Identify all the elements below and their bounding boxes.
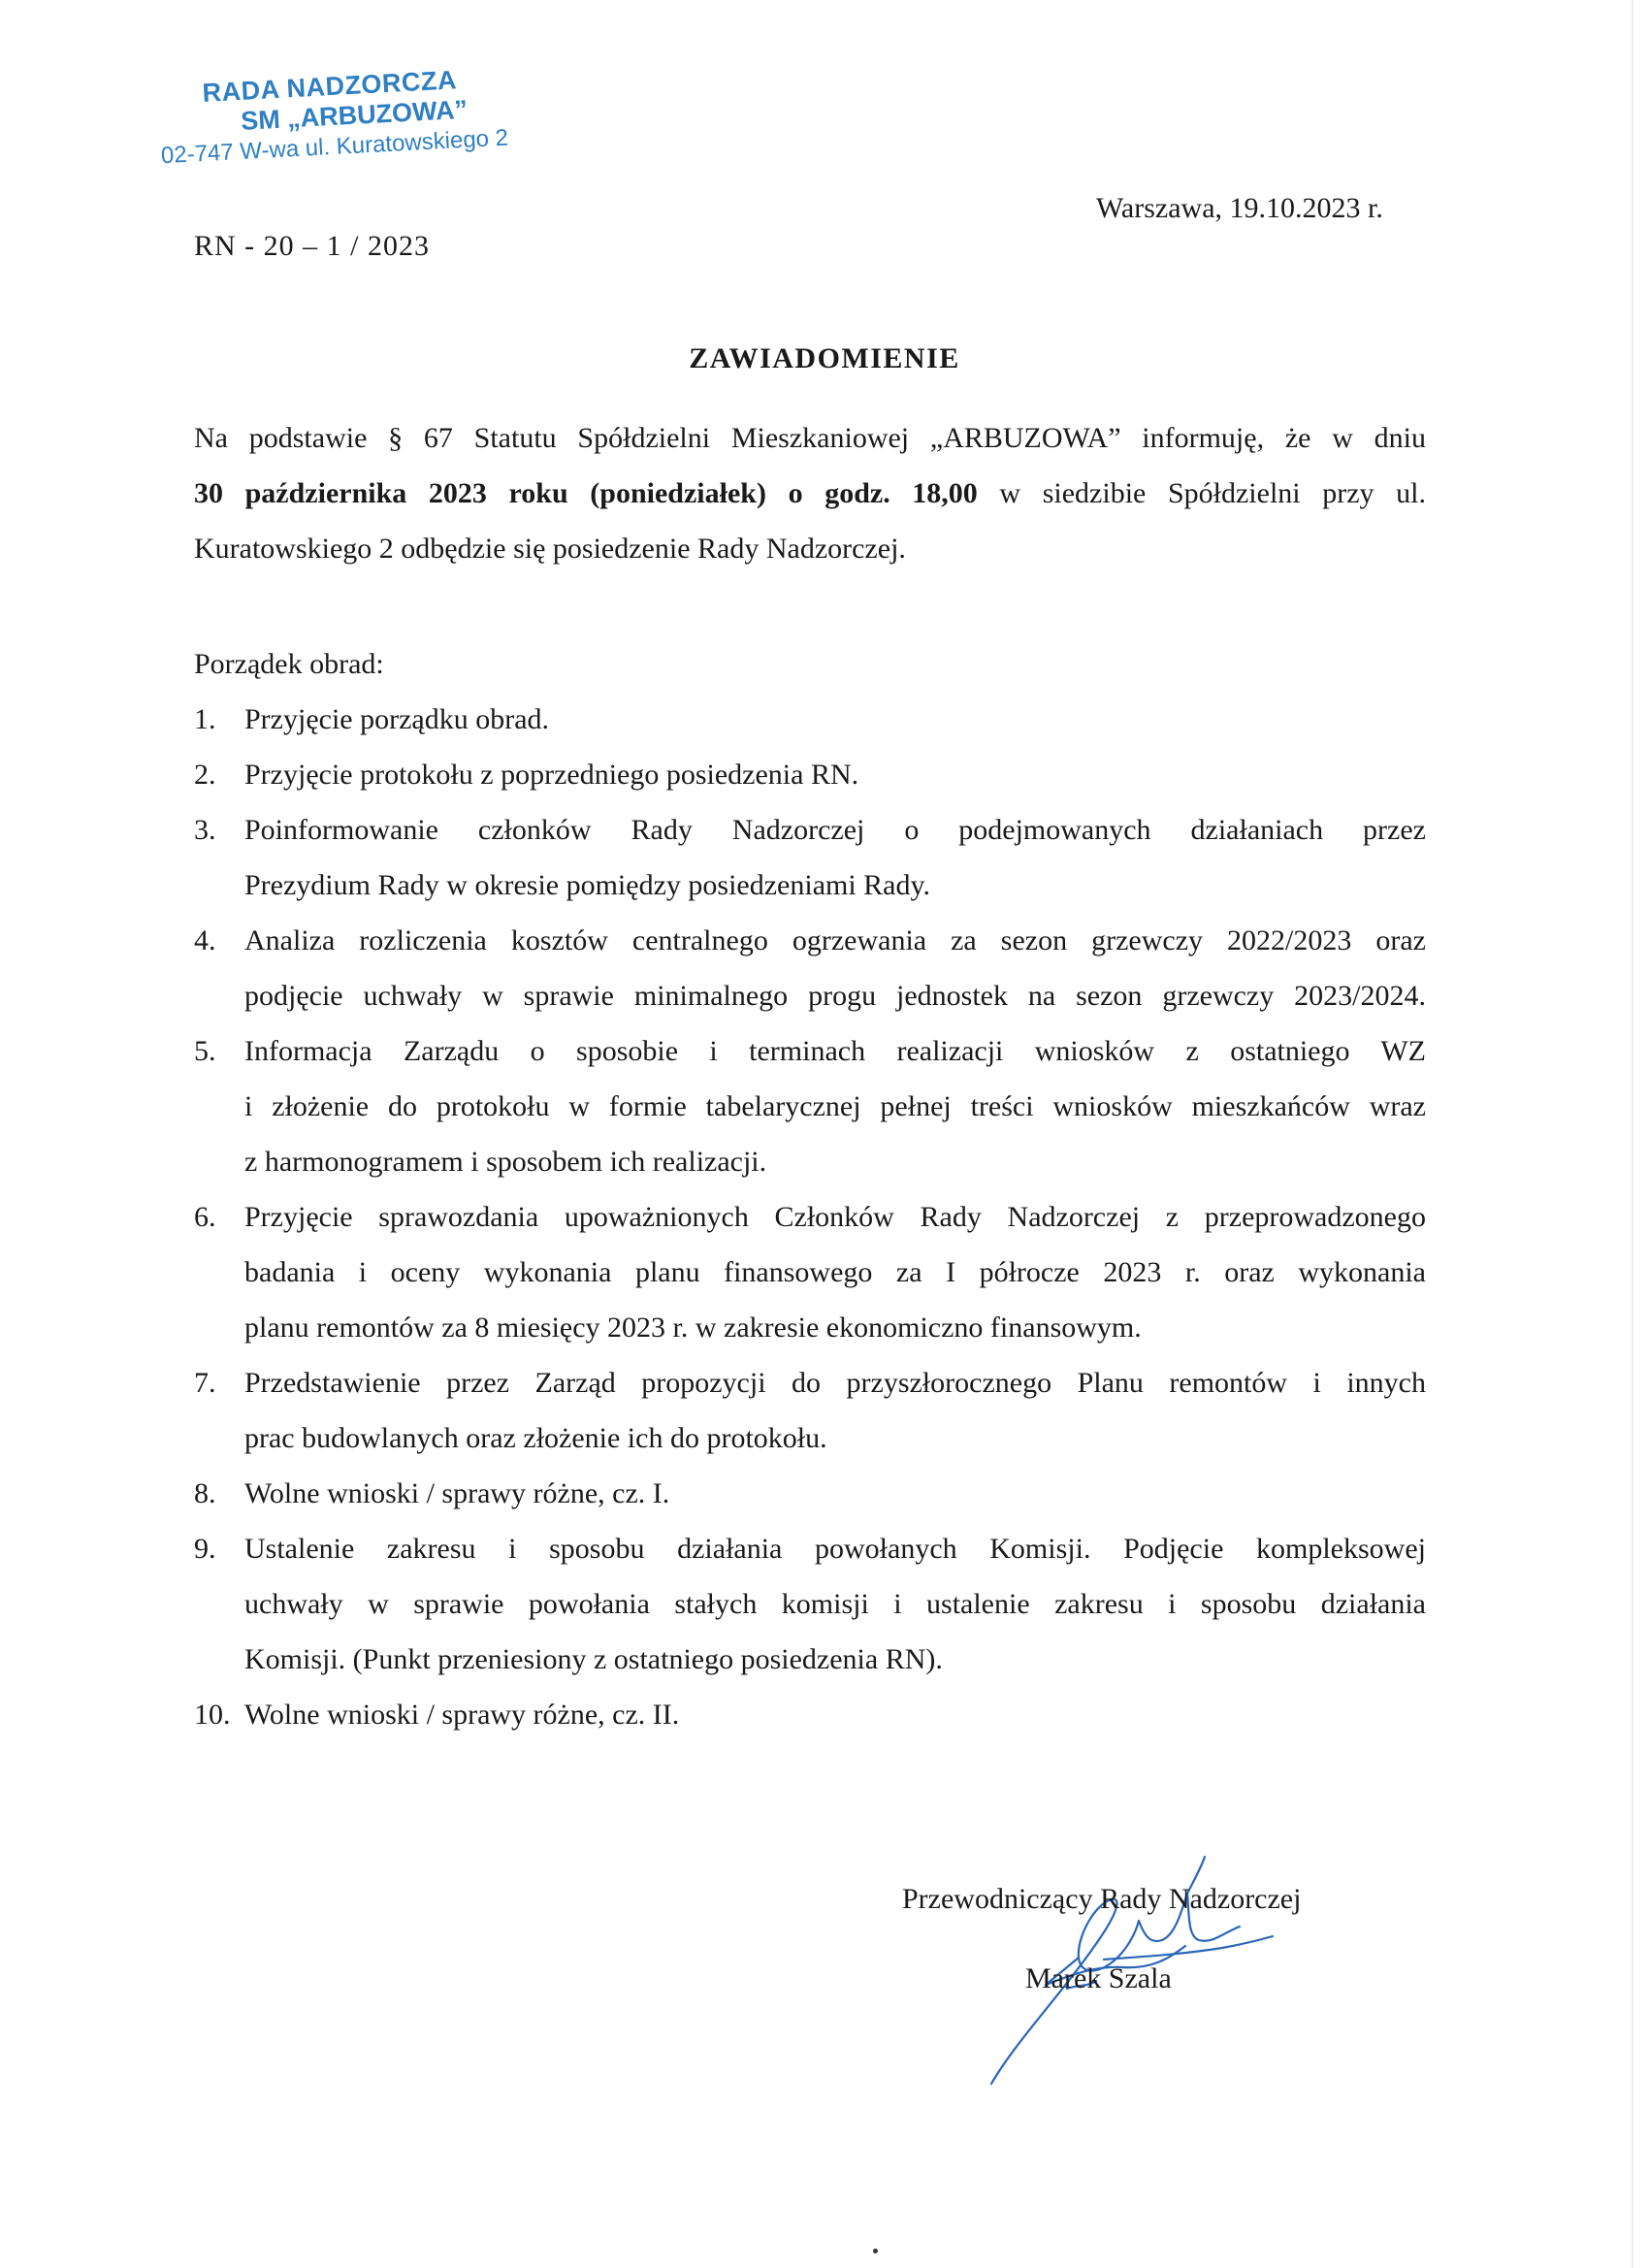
agenda-item-line: podjęcie uchwały w sprawie minimalnego progu jednostek na sezon grzewczy 2023/2024. xyxy=(244,980,1426,1012)
agenda-item-line: Prezydium Rady w okresie pomiędzy posiedzeniami Rady. xyxy=(244,869,931,901)
agenda-item-number: 4. xyxy=(194,924,216,956)
agenda-item-line: i złożenie do protokołu w formie tabelarycznej pełnej treści wniosków mieszkańców wraz xyxy=(244,1090,1426,1122)
scan-speck xyxy=(873,2249,878,2253)
agenda-item-line: Przyjęcie sprawozdania upoważnionych Członków Rady Nadzorczej z przeprowadzonego xyxy=(244,1201,1426,1233)
agenda-item-line: planu remontów za 8 miesięcy 2023 r. w zakresie ekonomiczno finansowym. xyxy=(244,1312,1142,1344)
organization-stamp xyxy=(146,62,528,172)
agenda-item-number: 5. xyxy=(194,1035,216,1067)
signatory-title: Przewodniczący Rady Nadzorczej xyxy=(902,1883,1302,1915)
agenda-item-line: Przedstawienie przez Zarząd propozycji do przyszłorocznego Planu remontów i innych xyxy=(244,1367,1426,1399)
agenda-item-line: Ustalenie zakresu i sposobu działania powołanych Komisji. Podjęcie kompleksowej xyxy=(244,1533,1426,1565)
intro-paragraph xyxy=(194,410,1426,576)
stamp-line-2: SM „ARBUZOWA” xyxy=(240,94,469,136)
agenda-item-number: 8. xyxy=(194,1477,216,1509)
stamp-line-3: 02-747 W-wa ul. Kuratowskiego 2 xyxy=(160,124,509,170)
agenda-item-number: 10. xyxy=(194,1699,231,1731)
agenda-item-line: Przyjęcie protokołu z poprzedniego posiedzenia RN. xyxy=(244,759,859,791)
agenda-item xyxy=(194,1687,1426,1742)
agenda-item-line: badania i oceny wykonania planu finansowego za I półrocze 2023 r. oraz wykonania xyxy=(244,1256,1426,1288)
meeting-datetime: 30 października 2023 roku (poniedziałek) o godz. 18,00 xyxy=(194,477,978,509)
document-date: Warszawa, 19.10.2023 r. xyxy=(1096,192,1383,224)
intro-line: Na podstawie § 67 Statutu Spółdzielni Mieszkaniowej „ARBUZOWA” informuję, że w dniu xyxy=(194,422,1426,454)
agenda-item-number: 7. xyxy=(194,1367,216,1399)
agenda-item xyxy=(194,1466,1426,1521)
agenda-heading: Porządek obrad: xyxy=(194,648,384,680)
agenda-item xyxy=(194,1521,1426,1687)
agenda-item-line: Informacja Zarządu o sposobie i terminach realizacji wniosków z ostatniego WZ xyxy=(244,1035,1426,1067)
agenda-item-line: Analiza rozliczenia kosztów centralnego ogrzewania za sezon grzewczy 2022/2023 oraz xyxy=(244,924,1426,956)
agenda-item-number: 3. xyxy=(194,814,216,846)
agenda-item xyxy=(194,1023,1426,1189)
agenda-item xyxy=(194,692,1426,747)
agenda-item-line: prac budowlanych oraz złożenie ich do protokołu. xyxy=(244,1422,827,1454)
agenda-item-line: z harmonogramem i sposobem ich realizacji. xyxy=(244,1146,767,1178)
agenda-item-number: 2. xyxy=(194,759,216,791)
agenda-item-line: uchwały w sprawie powołania stałych komisji i ustalenie zakresu i sposobu działania xyxy=(244,1588,1426,1620)
stamp-line-1: RADA NADZORCZA xyxy=(201,65,458,108)
signatory-name: Marek Szala xyxy=(1025,1962,1172,1994)
intro-line: Kuratowskiego 2 odbędzie się posiedzenie Rady Nadzorczej. xyxy=(194,533,906,565)
document-title: ZAWIADOMIENIE xyxy=(689,342,960,374)
agenda-item-line: Wolne wnioski / sprawy różne, cz. I. xyxy=(244,1477,670,1509)
agenda-item xyxy=(194,1355,1426,1466)
reference-number: RN - 20 – 1 / 2023 xyxy=(194,230,430,262)
agenda-item-line: Komisji. (Punkt przeniesiony z ostatniego posiedzenia RN). xyxy=(244,1643,943,1675)
agenda-item xyxy=(194,913,1426,1023)
agenda-item-line: Wolne wnioski / sprawy różne, cz. II. xyxy=(244,1699,680,1731)
agenda-item xyxy=(194,1189,1426,1355)
scan-edge xyxy=(1632,0,1633,2268)
agenda-item-number: 6. xyxy=(194,1201,216,1233)
agenda-item xyxy=(194,747,1426,802)
agenda-item-number: 9. xyxy=(194,1533,216,1565)
agenda-item-number: 1. xyxy=(194,703,216,735)
intro-line-rest: w siedzibie Spółdzielni przy ul. xyxy=(977,477,1426,509)
agenda-item-line: Poinformowanie członków Rady Nadzorczej o podejmowanych działaniach przez xyxy=(244,814,1426,846)
intro-line xyxy=(194,466,1426,521)
agenda-item xyxy=(194,802,1426,913)
agenda-list xyxy=(194,692,1426,1742)
agenda-item-line: Przyjęcie porządku obrad. xyxy=(244,703,550,735)
